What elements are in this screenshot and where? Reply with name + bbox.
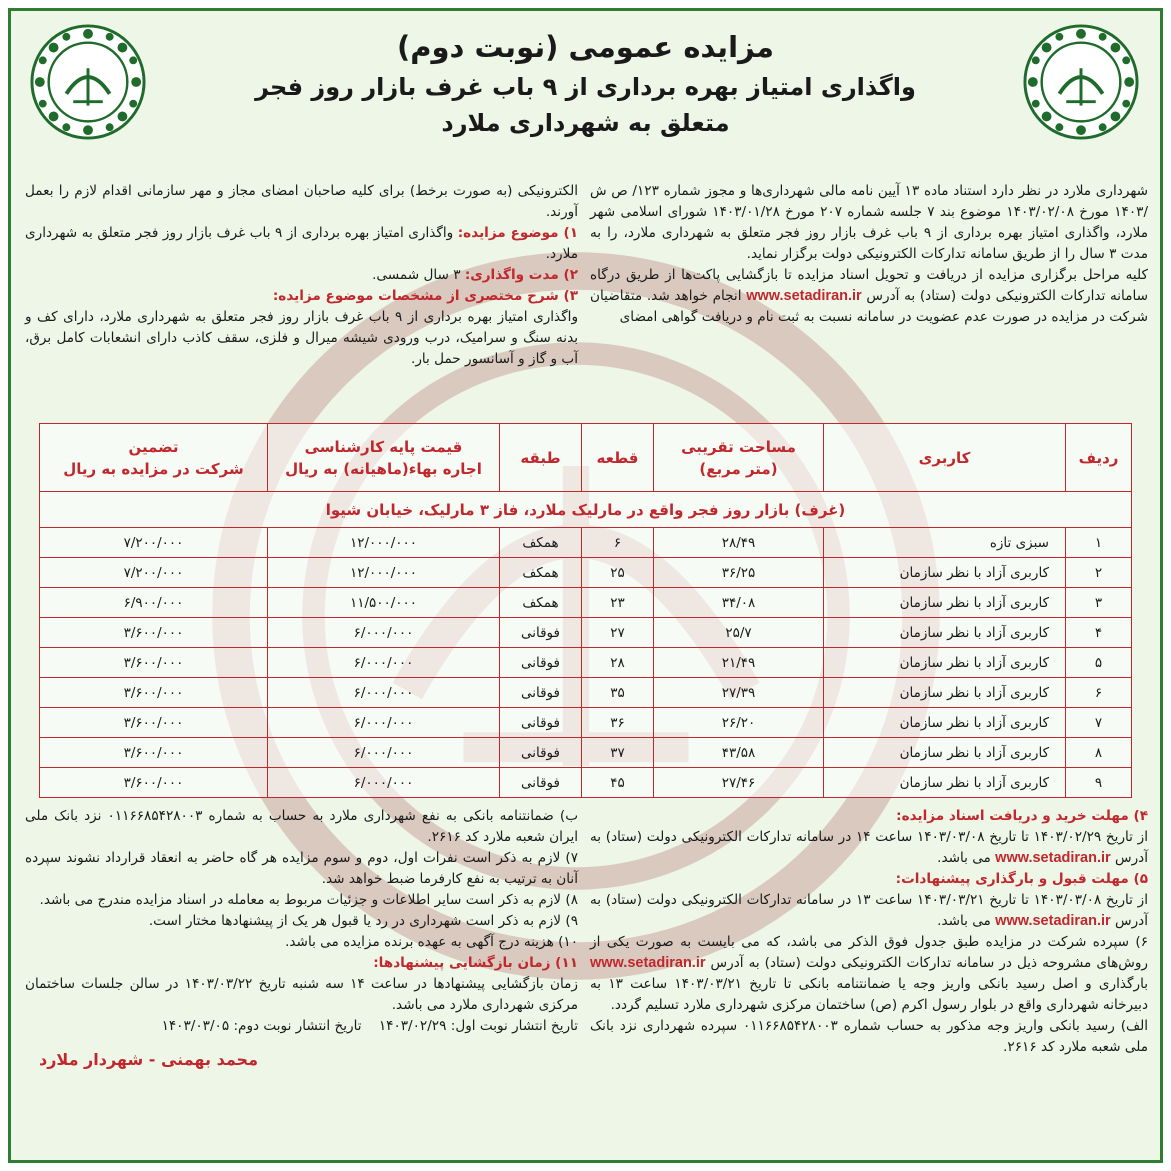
item-ad-cost: ۱۰) هزینه درج آگهی به عهده برنده مزایده می باشد.	[285, 934, 578, 950]
table-caption-row	[40, 492, 1132, 528]
cell-area: ۲۶/۲۰	[654, 708, 824, 738]
cell-floor: همکف	[500, 588, 582, 618]
cell-floor: فوقانی	[500, 768, 582, 798]
cell-area: ۲۸/۴۹	[654, 528, 824, 558]
procedure-paragraph: کلیه مراحل برگزاری مزایده از دریافت و تحویل اسناد مزایده تا بازگشایی پاکت‌ها از طریق درگاه سامانه تدارکات الکترونیکی دولت (ستاد) به آدرس www.setadiran.ir انجام خواهد شد. متقاضیان شرکت در مزایده در صورت عدم عضویت در سامانه نسبت به ثبت نام و دریافت گواهی امضای	[590, 267, 1149, 325]
cell-floor: همکف	[500, 558, 582, 588]
cell-floor: همکف	[500, 528, 582, 558]
cell-row-number: ۷	[1066, 708, 1132, 738]
col-row: ردیف	[1066, 424, 1132, 492]
col-price: قیمت پایه کارشناسی اجاره بهاء(ماهیانه) به ریال	[268, 424, 500, 492]
cell-area: ۲۱/۴۹	[654, 648, 824, 678]
cell-floor: فوقانی	[500, 618, 582, 648]
item-rights: ۹) لازم به ذکر است شهرداری در رد یا قبول هر یک از پیشنهادها مختار است.	[148, 913, 578, 929]
cell-row-number: ۵	[1066, 648, 1132, 678]
cell-deposit: ۳/۶۰۰/۰۰۰	[40, 648, 268, 678]
cell-row-number: ۱	[1066, 528, 1132, 558]
cell-row-number: ۸	[1066, 738, 1132, 768]
cell-area: ۳۶/۲۵	[654, 558, 824, 588]
intro-column	[590, 181, 1148, 328]
cell-usage: کاربری آزاد با نظر سازمان	[824, 618, 1066, 648]
conditions-column: ب) ضمانتنامه بانکی به نفع شهرداری ملارد به حساب به شماره ۰۱۱۶۶۸۵۴۲۸۰۰۳ نزد بانک ملی ایران شعبه ملارد کد ۲۶۱۶. ۷) لازم به ذکر است نفرات اول، دوم و سوم مزایده هر گاه حاضر به انعقاد قرارداد نشوند سپرده آنان به ترتیب به نفع کارفرما ضبط خواهد شد. ۸) لازم به ذکر است سایر اطلاعات و جزئیات مربوط به معامله در اسناد مزایده مندرج می باشد. ۹) لازم به ذکر است شهرداری در رد یا قبول هر یک از پیشنهادها مختار است. ۱۰) هزینه درج آگهی به عهده برنده مزایده می باشد. ۱۱) زمان بازگشایی پیشنهادها: زمان بازگشایی پیشنهادها در ساعت ۱۴ سه شنبه تاریخ ۱۴۰۳/۰۳/۲۲ در سالن جلسات ساختمان مرکزی شهرداری ملارد می باشد. تاریخ انتشار نوبت اول: ۱۴۰۳/۰۲/۲۹ تاریخ انتشار نوبت دوم: ۱۴۰۳/۰۳/۰۵ محمد بهمنی - شهردار ملارد	[25, 808, 578, 1069]
shops-table-wrapper	[39, 423, 1132, 798]
cell-plot: ۲۷	[582, 618, 654, 648]
terms-column	[25, 181, 578, 370]
cell-row-number: ۴	[1066, 618, 1132, 648]
deposit-option-b: ب) ضمانتنامه بانکی به نفع شهرداری ملارد به حساب به شماره ۰۱۱۶۶۸۵۴۲۸۰۰۳ نزد بانک ملی ایران شعبه ملارد کد ۲۶۱۶.	[25, 808, 578, 845]
publish-dates: تاریخ انتشار نوبت اول: ۱۴۰۳/۰۲/۲۹ تاریخ انتشار نوبت دوم: ۱۴۰۳/۰۳/۰۵	[161, 1018, 578, 1034]
col-area: مساحت تقریبی (متر مربع)	[654, 424, 824, 492]
cell-deposit: ۷/۲۰۰/۰۰۰	[40, 528, 268, 558]
table-row	[40, 588, 1132, 618]
cell-plot: ۴۵	[582, 768, 654, 798]
cell-area: ۴۳/۵۸	[654, 738, 824, 768]
col-deposit: تضمین شرکت در مزایده به ریال	[40, 424, 268, 492]
cell-price: ۱۱/۵۰۰/۰۰۰	[268, 588, 500, 618]
cell-floor: فوقانی	[500, 648, 582, 678]
cell-area: ۲۵/۷	[654, 618, 824, 648]
item-details: ۸) لازم به ذکر است سایر اطلاعات و جزئیات مربوط به معامله در اسناد مزایده مندرج می باشد.	[39, 892, 578, 908]
cell-deposit: ۷/۲۰۰/۰۰۰	[40, 558, 268, 588]
deposit-option-a: الف) رسید بانکی واریز وجه مذکور به حساب شماره ۰۱۱۶۶۸۵۴۲۸۰۰۳ سپرده شهرداری نزد بانک ملی شعبه ملارد کد ۲۶۱۶.	[590, 1018, 1148, 1055]
mayor-signature: محمد بهمنی - شهردار ملارد	[39, 1050, 258, 1069]
cell-price: ۶/۰۰۰/۰۰۰	[268, 648, 500, 678]
cell-deposit: ۳/۶۰۰/۰۰۰	[40, 738, 268, 768]
cell-usage: کاربری آزاد با نظر سازمان	[824, 588, 1066, 618]
cell-price: ۱۲/۰۰۰/۰۰۰	[268, 558, 500, 588]
setad-link[interactable]: www.setadiran.ir	[995, 913, 1111, 929]
table-row	[40, 528, 1132, 558]
cell-floor: فوقانی	[500, 738, 582, 768]
cell-area: ۲۷/۴۶	[654, 768, 824, 798]
item-deposit: ۶) سپرده شرکت در مزایده طبق جدول فوق الذکر می باشد، که می بایست به صورت یکی از روش‌های مشروحه ذیل در سامانه تدارکات الکترونیکی دولت (ستاد) به آدرس www.setadiran.ir بارگذاری و اصل رسید بانکی واریز وجه یا ضمانتنامه بانکی تا تاریخ ۱۴۰۳/۰۳/۲۱ ساعت ۱۳ به دبیرخانه شهرداری واقع در بلوار رسول اکرم (ص) ساختمان مرکزی شهرداری ملارد تسلیم گردد.	[590, 934, 1148, 1013]
item-description: ۳) شرح مختصری از مشخصات موضوع مزایده: واگذاری امتیاز بهره برداری از ۹ باب غرف بازار روز فجر متعلق به شهرداری ملارد، دارای کف و بدنه سنگ و سرامیک، درب ورودی شیشه میرال و فلزی، سقف کاذب دارای انشعابات کامل برق، آب و گاز و آسانسور حمل بار.	[25, 288, 579, 367]
table-row	[40, 618, 1132, 648]
cell-price: ۱۲/۰۰۰/۰۰۰	[268, 528, 500, 558]
cell-area: ۳۴/۰۸	[654, 588, 824, 618]
shops-table	[39, 423, 1132, 798]
cell-area: ۲۷/۳۹	[654, 678, 824, 708]
item-opening-time: ۱۱) زمان بازگشایی پیشنهادها:	[373, 955, 578, 971]
auction-notice	[8, 8, 1163, 1163]
item-subject: ۱) موضوع مزایده: واگذاری امتیاز بهره برداری از ۹ باب غرف بازار روز فجر متعلق به شهرداری ملارد.	[25, 225, 578, 262]
cell-price: ۶/۰۰۰/۰۰۰	[268, 708, 500, 738]
col-floor: طبقه	[500, 424, 582, 492]
table-row	[40, 648, 1132, 678]
table-row	[40, 738, 1132, 768]
cell-row-number: ۶	[1066, 678, 1132, 708]
setad-link[interactable]: www.setadiran.ir	[590, 955, 706, 971]
deadlines-column: ۴) مهلت خرید و دریافت اسناد مزایده: از تاریخ ۱۴۰۳/۰۲/۲۹ تا تاریخ ۱۴۰۳/۰۳/۰۸ ساعت ۱۴ در سامانه تدارکات الکترونیکی دولت (ستاد) به آدرس www.setadiran.ir می باشد. ۵) مهلت قبول و بارگذاری پیشنهادات: از تاریخ ۱۴۰۳/۰۳/۰۸ تا تاریخ ۱۴۰۳/۰۳/۲۱ ساعت ۱۳ در سامانه تدارکات الکترونیکی دولت (ستاد) به آدرس www.setadiran.ir می باشد. ۶) سپرده شرکت در مزایده طبق جدول فوق الذکر می باشد، که می بایست به صورت یکی از روش‌های مشروحه ذیل در سامانه تدارکات الکترونیکی دولت (ستاد) به آدرس www.setadiran.ir بارگذاری و اصل رسید بانکی واریز وجه یا ضمانتنامه بانکی تا تاریخ ۱۴۰۳/۰۳/۲۱ ساعت ۱۳ به دبیرخانه شهرداری واقع در بلوار رسول اکرم (ص) ساختمان مرکزی شهرداری ملارد تسلیم گردد. الف) رسید بانکی واریز وجه مذکور به حساب شماره ۰۱۱۶۶۸۵۴۲۸۰۰۳ سپرده شهرداری نزد بانک ملی شعبه ملارد کد ۲۶۱۶.	[590, 806, 1148, 1058]
cell-price: ۶/۰۰۰/۰۰۰	[268, 618, 500, 648]
municipality-emblem-icon	[1022, 23, 1140, 141]
cell-plot: ۶	[582, 528, 654, 558]
cell-deposit: ۶/۹۰۰/۰۰۰	[40, 588, 268, 618]
cell-deposit: ۳/۶۰۰/۰۰۰	[40, 678, 268, 708]
item-duration: ۲) مدت واگذاری: ۳ سال شمسی.	[372, 267, 578, 283]
item-submission-deadline: ۵) مهلت قبول و بارگذاری پیشنهادات:	[895, 871, 1148, 887]
cell-plot: ۲۵	[582, 558, 654, 588]
cell-usage: کاربری آزاد با نظر سازمان	[824, 708, 1066, 738]
col-usage: کاربری	[824, 424, 1066, 492]
cell-usage: کاربری آزاد با نظر سازمان	[824, 648, 1066, 678]
cell-price: ۶/۰۰۰/۰۰۰	[268, 768, 500, 798]
notice-subtitle: واگذاری امتیاز بهره برداری از ۹ باب غرف بازار روز فجر	[255, 73, 916, 101]
col-plot: قطعه	[582, 424, 654, 492]
table-row	[40, 678, 1132, 708]
cell-plot: ۳۵	[582, 678, 654, 708]
cell-price: ۶/۰۰۰/۰۰۰	[268, 678, 500, 708]
cell-usage: سبزی تازه	[824, 528, 1066, 558]
cell-deposit: ۳/۶۰۰/۰۰۰	[40, 768, 268, 798]
cell-plot: ۳۶	[582, 708, 654, 738]
cell-usage: کاربری آزاد با نظر سازمان	[824, 738, 1066, 768]
cell-price: ۶/۰۰۰/۰۰۰	[268, 738, 500, 768]
notice-title: مزایده عمومی (نوبت دوم)	[396, 30, 775, 64]
cell-deposit: ۳/۶۰۰/۰۰۰	[40, 708, 268, 738]
cell-usage: کاربری آزاد با نظر سازمان	[824, 558, 1066, 588]
cell-row-number: ۹	[1066, 768, 1132, 798]
table-row	[40, 768, 1132, 798]
cell-floor: فوقانی	[500, 708, 582, 738]
cell-plot: ۲۳	[582, 588, 654, 618]
cell-row-number: ۳	[1066, 588, 1132, 618]
signature-paragraph: الکترونیکی (به صورت برخط) برای کلیه صاحبان امضای مجاز و مهر سازمانی اقدام لازم را بعمل آورند.	[25, 183, 578, 220]
item-documents-deadline: ۴) مهلت خرید و دریافت اسناد مزایده:	[896, 808, 1148, 824]
table-header-row	[40, 424, 1132, 492]
cell-deposit: ۳/۶۰۰/۰۰۰	[40, 618, 268, 648]
notice-owner: متعلق به شهرداری ملارد	[441, 109, 730, 137]
setad-link[interactable]: www.setadiran.ir	[746, 288, 862, 304]
notice-header	[161, 25, 1010, 141]
setad-link[interactable]: www.setadiran.ir	[995, 850, 1111, 866]
cell-floor: فوقانی	[500, 678, 582, 708]
cell-plot: ۲۸	[582, 648, 654, 678]
cell-usage: کاربری آزاد با نظر سازمان	[824, 678, 1066, 708]
cell-plot: ۳۷	[582, 738, 654, 768]
table-row	[40, 708, 1132, 738]
item-forfeit: ۷) لازم به ذکر است نفرات اول، دوم و سوم مزایده هر گاه حاضر به انعقاد قرارداد نشوند سپرده آنان به ترتیب به نفع کارفرما ضبط خواهد شد.	[25, 850, 578, 887]
cell-usage: کاربری آزاد با نظر سازمان	[824, 768, 1066, 798]
cell-row-number: ۲	[1066, 558, 1132, 588]
intro-paragraph: شهرداری ملارد در نظر دارد استناد ماده ۱۳ آیین نامه مالی شهرداری‌ها و مجوز شماره ۱۲۳/ ص ش /۱۴۰۳ مورخ ۱۴۰۳/۰۲/۰۸ موضوع بند ۷ جلسه شماره ۲۰۷ مورخ ۱۴۰۳/۰۱/۲۸ شورای اسلامی شهر ملارد، واگذاری امتیاز بهره برداری از ۹ باب غرف بازار روز فجر متعلق به شهرداری ملارد، را به مدت ۳ سال را از طریق سامانه تدارکات الکترونیکی دولت برگزار نماید.	[590, 183, 1149, 262]
municipality-emblem-icon	[29, 23, 147, 141]
table-row	[40, 558, 1132, 588]
table-caption: (غرف) بازار روز فجر واقع در مارلیک ملارد، فاز ۳ مارلیک، خیابان شیوا	[40, 492, 1132, 528]
